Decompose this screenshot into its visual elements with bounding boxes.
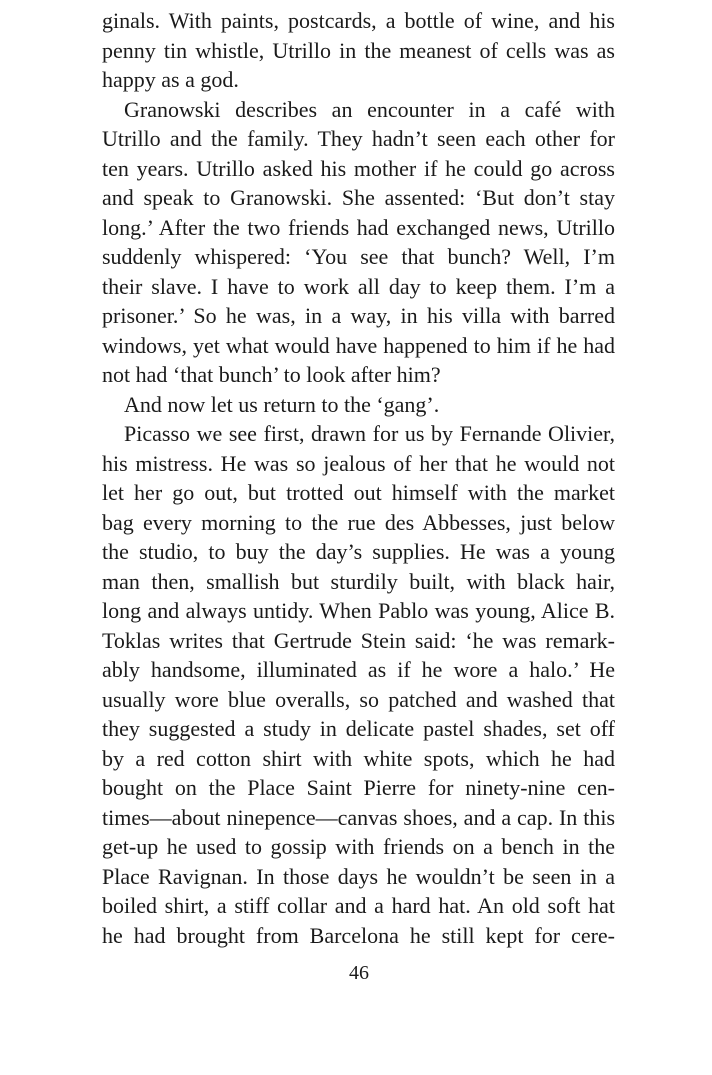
- text-line: they suggested a study in delicate pastel shades, set off: [102, 716, 615, 741]
- text-line: not had ‘that bunch’ to look after him?: [102, 362, 441, 387]
- text-line: he had brought from Barcelona he still kept for cere-: [102, 922, 615, 948]
- text-line: ably handsome, illuminated as if he wore a halo.’ He: [102, 657, 615, 682]
- text-line: Place Ravignan. In those days he wouldn’t be seen in a: [102, 863, 615, 889]
- text-line: suddenly whispered: ‘You see that bunch? Well, I’m: [102, 244, 615, 269]
- body-text: [102, 6, 615, 950]
- text-line: bought on the Place Saint Pierre for ninety-nine cen-: [102, 775, 615, 800]
- text-line: boiled shirt, a stiff collar and a hard hat. An old soft hat: [102, 893, 615, 918]
- text-line: Utrillo and the family. They hadn’t seen each other for: [102, 126, 615, 151]
- text-line: Picasso we see first, drawn for us by Fernande Olivier,: [124, 421, 615, 446]
- paragraph: [102, 6, 615, 95]
- text-line: long.’ After the two friends had exchanged news, Utrillo: [102, 214, 615, 240]
- text-line: their slave. I have to work all day to keep them. I’m a: [102, 273, 615, 299]
- text-line: long and always untidy. When Pablo was young, Alice B.: [102, 598, 615, 623]
- text-line: usually wore blue overalls, so patched and washed that: [102, 686, 615, 712]
- text-line: and speak to Granowski. She assented: ‘But don’t stay: [102, 185, 615, 210]
- text-line: windows, yet what would have happened to him if he had: [102, 332, 615, 358]
- text-line: Toklas writes that Gertrude Stein said: ‘he was remark-: [102, 627, 615, 653]
- text-line: ten years. Utrillo asked his mother if he could go across: [102, 155, 615, 181]
- text-line: And now let us return to the ‘gang’.: [124, 391, 440, 417]
- paragraph: [102, 95, 615, 390]
- text-line: times—about ninepence—canvas shoes, and a cap. In this: [102, 804, 615, 830]
- text-line: the studio, to buy the day’s supplies. He was a young: [102, 539, 615, 564]
- text-line: get-up he used to gossip with friends on a bench in the: [102, 834, 615, 859]
- text-line: man then, smallish but sturdily built, with black hair,: [102, 568, 615, 594]
- text-line: let her go out, but trotted out himself with the market: [102, 480, 615, 505]
- text-line: by a red cotton shirt with white spots, which he had: [102, 745, 615, 771]
- text-line: bag every morning to the rue des Abbesses, just below: [102, 509, 615, 535]
- text-line: his mistress. He was so jealous of her that he would not: [102, 450, 615, 476]
- paragraph: [102, 390, 615, 420]
- text-line: Granowski describes an encounter in a café with: [124, 96, 615, 122]
- page-number: 46: [349, 962, 369, 984]
- text-line: prisoner.’ So he was, in a way, in his villa with barred: [102, 303, 615, 328]
- text-line: penny tin whistle, Utrillo in the meanest of cells was as: [102, 37, 615, 63]
- text-line: ginals. With paints, postcards, a bottle of wine, and his: [102, 8, 615, 33]
- text-line: happy as a god.: [102, 67, 239, 92]
- paragraph: [102, 419, 615, 950]
